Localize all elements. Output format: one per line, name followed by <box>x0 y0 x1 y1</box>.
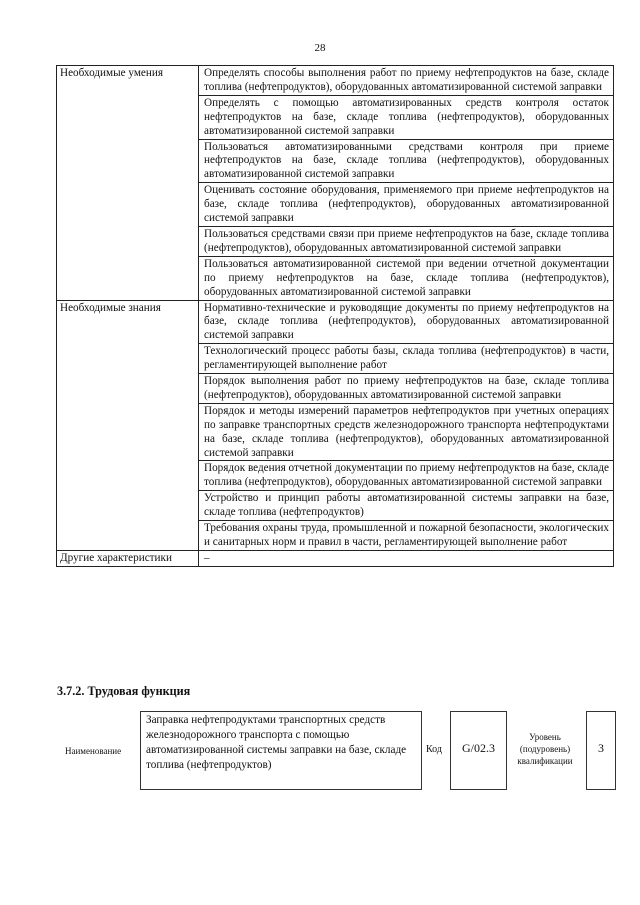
row-label: Необходимые знания <box>57 300 199 550</box>
requirements-table <box>56 65 614 567</box>
name-label: Наименование <box>65 746 122 756</box>
table-row <box>57 66 614 96</box>
table-row <box>57 300 614 344</box>
row-item: Порядок выполнения работ по приему нефтепродуктов на базе, складе топлива (нефтепродуктов), оборудованных автоматизированной системой заправки <box>199 374 614 404</box>
row-item: Пользоваться автоматизированными средствами контроля при приеме нефтепродуктов на базе, складе топлива (нефтепродуктов), оборудованных автоматизированной системой заправки <box>199 139 614 183</box>
row-item: Порядок и методы измерений параметров нефтепродуктов при учетных операциях по заправке транспортных средств железнодорожного транспорта нефтепродуктами на базе, складе топлива (нефтепродуктов), оборудованных автоматизированной системой заправки <box>199 403 614 461</box>
row-item: Нормативно-технические и руководящие документы по приему нефтепродуктов на базе, складе топлива (нефтепродуктов), оборудованных автоматизированной системой заправки <box>199 300 614 344</box>
row-item: – <box>199 550 614 566</box>
row-item: Пользоваться автоматизированной системой при ведении отчетной документации по приему нефтепродуктов на базе, складе топлива (нефтепродуктов), оборудованных автоматизированной системой заправки <box>199 256 614 300</box>
level-label: Уровень (подуровень) квалификации <box>517 732 573 766</box>
function-name-box: Заправка нефтепродуктами транспортных средств железнодорожного транспорта с помощью автоматизированной системы заправки на базе, складе топлива (нефтепродуктов) <box>140 711 422 790</box>
row-item: Определять способы выполнения работ по приему нефтепродуктов на базе, складе топлива (нефтепродуктов), оборудованных автоматизированной системой заправки <box>199 66 614 96</box>
row-item: Требования охраны труда, промышленной и пожарной безопасности, экологических и санитарных норм и правил в части, регламентирующей выполнение работ <box>199 521 614 551</box>
row-item: Технологический процесс работы базы, склада топлива (нефтепродуктов) в части, регламентирующей выполнение работ <box>199 344 614 374</box>
row-item: Пользоваться средствами связи при приеме нефтепродуктов на базе, складе топлива (нефтепродуктов), оборудованных автоматизированной системой заправки <box>199 226 614 256</box>
code-label: Код <box>426 744 442 755</box>
row-item: Устройство и принцип работы автоматизированной системы заправки на базе, складе топлива (нефтепродуктов) <box>199 491 614 521</box>
code-box: G/02.3 <box>450 711 507 790</box>
row-item: Порядок ведения отчетной документации по приему нефтепродуктов на базе, складе топлива (нефтепродуктов), оборудованных автоматизированной системой заправки <box>199 461 614 491</box>
page-number: 28 <box>314 42 326 54</box>
table-row <box>57 550 614 566</box>
row-item: Оценивать состояние оборудования, применяемого при приеме нефтепродуктов на базе, складе топлива (нефтепродуктов), оборудованных автоматизированной системой заправки <box>199 183 614 227</box>
row-label: Необходимые умения <box>57 66 199 301</box>
row-label: Другие характеристики <box>57 550 199 566</box>
row-item: Определять с помощью автоматизированных средств контроля остаток нефтепродуктов на базе, складе топлива (нефтепродуктов), оборудованных автоматизированной системой заправки <box>199 95 614 139</box>
level-box: 3 <box>586 711 616 790</box>
section-heading: 3.7.2. Трудовая функция <box>57 684 191 698</box>
